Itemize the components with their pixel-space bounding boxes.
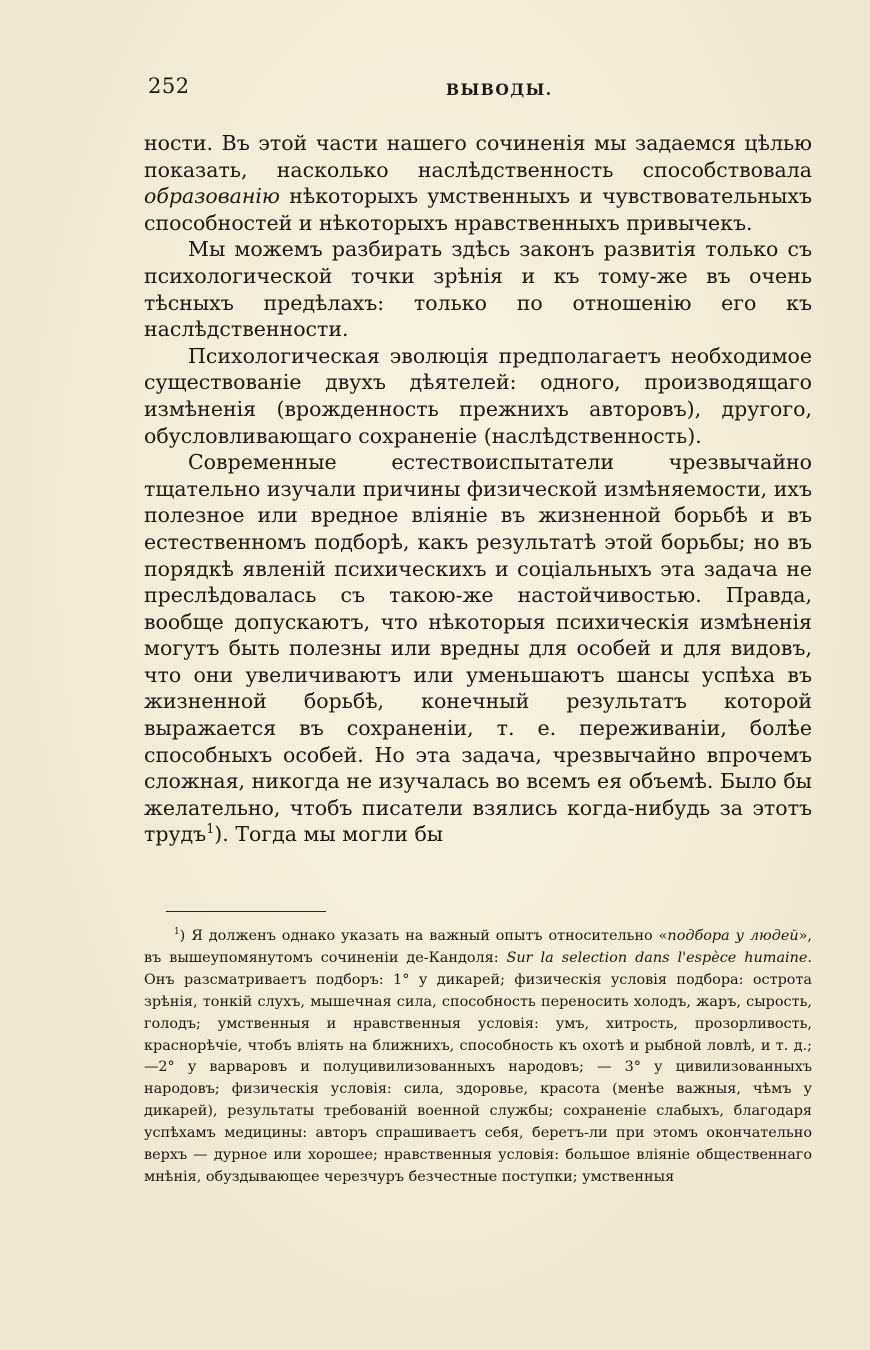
paragraph-1-emphasis: образованію bbox=[144, 184, 280, 209]
paragraph-4-tail: ). Тогда мы могли бы bbox=[214, 822, 444, 847]
footnote-text bbox=[144, 926, 812, 1189]
footnote bbox=[144, 926, 812, 1189]
footnote-divider bbox=[166, 911, 326, 912]
paragraph-1-text: ности. Въ этой части нашего сочиненія мы задаемся цѣлью показать, насколько наслѣдственность способствовала bbox=[144, 131, 812, 182]
footnote-part-e: Онъ разсматриваетъ подборъ: 1° у дикарей; физическія условія подбора: острота зрѣнія, тонкій слухъ, мышечная сила, способность переносить холодъ, жаръ, сырость, голодъ; умственныя и нравственныя условія: умъ, хитрость, прозорливость, краснорѣчіе, чтобъ вліять на ближнихъ, способность къ охотѣ и рыбной ловлѣ, и т. д.;—2° у варваровъ и полуцивилизованныхъ народовъ; — 3° у цивилизованныхъ народовъ; физическія условія: сила, здоровье, красота (менѣе важныя, чѣмъ у дикарей), результаты требованій военной службы; сохраненіе слабыхъ, благодаря успѣхамъ медицины: авторъ спрашиваетъ себя, беретъ-ли при этомъ окончательно верхъ — дурное или хорошее; нравственныя условія: большое вліяніе общественнаго мнѣнія, обуздывающее черезчуръ безчестные поступки; умственныя bbox=[144, 971, 812, 1185]
footnote-marker: 1 bbox=[174, 927, 180, 938]
paragraph-4-text: Современные естествоиспытатели чрезвычайно тщательно изучали причины физической измѣняемости, ихъ полезное или вредное вліяніе въ жизненной борьбѣ и въ естественномъ подборѣ, какъ результатѣ этой борьбы; но въ порядкѣ явленій психическихъ и соціальныхъ эта задача не преслѣдовалась съ такою-же настойчивостью. Правда, вообще допускаютъ, что нѣкоторыя психическія измѣненія могутъ быть полезны или вредны для особей и для видовъ, что они увеличиваютъ или уменьшаютъ шансы успѣха въ жизненной борьбѣ, конечный результатъ которой выражается въ сохраненіи, т. е. переживаніи, болѣе способныхъ особей. Но эта задача, чрезвычайно впрочемъ сложная, никогда не изучалась во всемъ ея объемѣ. Было бы желательно, чтобъ писатели взялись когда-нибудь за этотъ трудъ bbox=[144, 450, 812, 847]
footnote-book-title: Sur la selection dans l'espèce humaine. bbox=[506, 949, 812, 966]
paragraph-2: Мы можемъ разбирать здѣсь законъ развитія только съ психологической точки зрѣнія и къ тому-же въ очень тѣсныхъ предѣлахъ: только по отношенію его къ наслѣдственности. bbox=[144, 237, 812, 342]
footnote-part-c: », въ вышеупомянутомъ сочиненіи де-Кандоля: bbox=[144, 928, 812, 966]
footnote-reference: 1 bbox=[206, 821, 215, 837]
footnote-italic-title: подбора у людей bbox=[667, 928, 799, 944]
paragraph-3: Психологическая эволюція предполагаетъ необходимое существованіе двухъ дѣятелей: одного, производящаго измѣненія (врожденность прежнихъ авторовъ), другого, обусловливающаго сохраненіе (наслѣдственность). bbox=[144, 343, 812, 448]
page-number: 252 bbox=[148, 74, 190, 98]
page-header bbox=[148, 74, 812, 104]
main-text bbox=[144, 130, 812, 848]
paragraph-4 bbox=[144, 449, 812, 848]
running-head: ВЫВОДЫ. bbox=[446, 80, 553, 99]
paragraph-1-text-end: нѣкоторыхъ умственныхъ и чувствовательныхъ способностей и нѣкоторыхъ нравственныхъ привычекъ. bbox=[144, 184, 812, 235]
footnote-part-a: ) Я долженъ однако указать на важный опытъ относительно « bbox=[179, 928, 668, 944]
paragraph-1 bbox=[144, 130, 812, 236]
